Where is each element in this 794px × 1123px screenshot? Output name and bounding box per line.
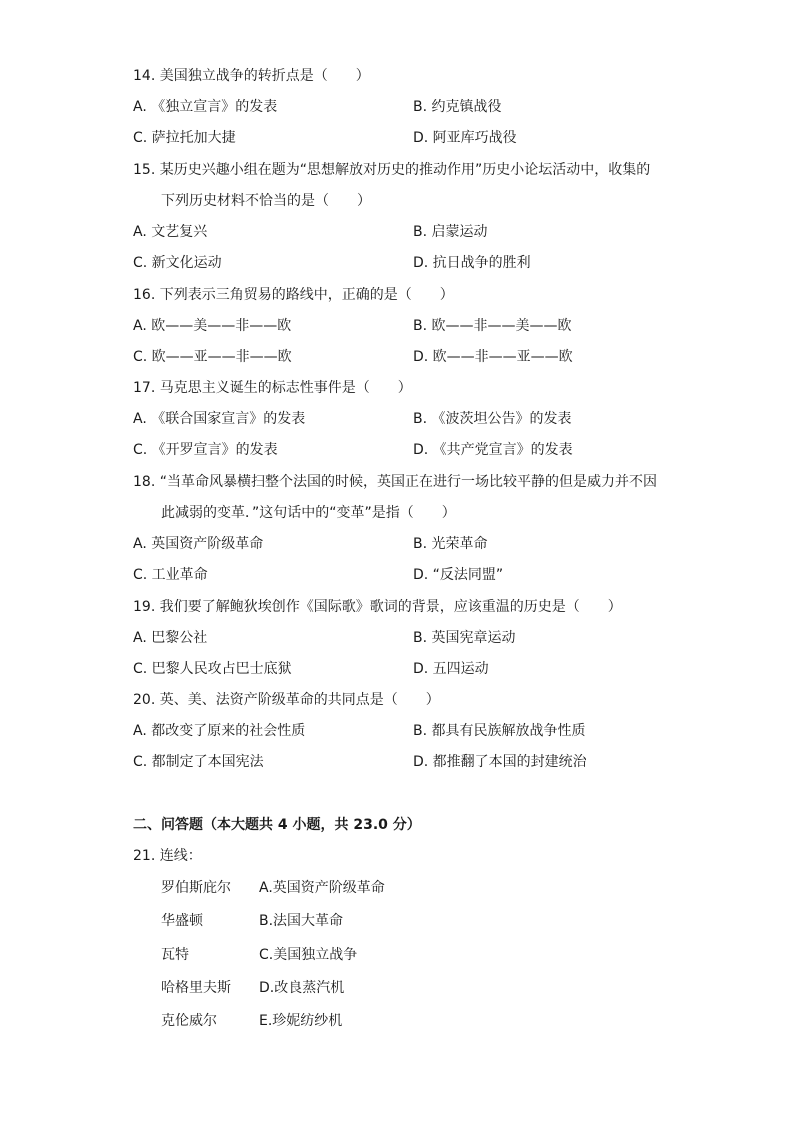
question-14-option-c: C. 萨拉托加大捷 bbox=[133, 130, 236, 146]
match-right-item: B.法国大革命 bbox=[259, 913, 344, 929]
question-20-option-a: A. 都改变了原来的社会性质 bbox=[133, 723, 306, 739]
question-18-option-b: B. 光荣革命 bbox=[413, 536, 488, 552]
question-18-stem: 18. “当革命风暴横扫整个法国的时候，英国正在进行一场比较平静的但是威力并不因 bbox=[133, 474, 657, 490]
match-left-item: 克伦威尔 bbox=[161, 1013, 217, 1029]
question-15-option-b: B. 启蒙运动 bbox=[413, 224, 488, 240]
question-18-option-d: D. “反法同盟” bbox=[413, 567, 504, 583]
question-19-stem: 19. 我们要了解鲍狄埃创作《国际歌》歌词的背景，应该重温的历史是（ ） bbox=[133, 599, 622, 615]
match-right-item: C.美国独立战争 bbox=[259, 947, 358, 963]
match-left-item: 罗伯斯庇尔 bbox=[161, 880, 231, 896]
match-right-item: E.珍妮纺纱机 bbox=[259, 1013, 343, 1029]
question-19-option-a: A. 巴黎公社 bbox=[133, 630, 208, 646]
question-19-option-d: D. 五四运动 bbox=[413, 661, 489, 677]
question-19-option-c: C. 巴黎人民攻占巴士底狱 bbox=[133, 661, 292, 677]
question-18-stem-cont: 此减弱的变革．”这句话中的“变革”是指（ ） bbox=[161, 505, 456, 521]
match-right-item: D.改良蒸汽机 bbox=[259, 980, 345, 996]
question-14-option-d: D. 阿亚库巧战役 bbox=[413, 130, 517, 146]
question-14-stem: 14. 美国独立战争的转折点是（ ） bbox=[133, 68, 370, 84]
match-right-item: A.英国资产阶级革命 bbox=[259, 880, 385, 896]
question-17-option-c: C. 《开罗宣言》的发表 bbox=[133, 442, 278, 458]
question-20-stem: 20. 英、美、法资产阶级革命的共同点是（ ） bbox=[133, 692, 440, 708]
question-18-option-a: A. 英国资产阶级革命 bbox=[133, 536, 264, 552]
match-left-item: 瓦特 bbox=[161, 947, 189, 963]
question-15-option-d: D. 抗日战争的胜利 bbox=[413, 255, 531, 271]
question-19-option-b: B. 英国宪章运动 bbox=[413, 630, 516, 646]
match-left-item: 华盛顿 bbox=[161, 913, 203, 929]
question-16-option-b: B. 欧——非——美——欧 bbox=[413, 318, 572, 334]
question-17-stem: 17. 马克思主义诞生的标志性事件是（ ） bbox=[133, 380, 412, 396]
question-20-option-c: C. 都制定了本国宪法 bbox=[133, 754, 264, 770]
question-14-option-a: A. 《独立宣言》的发表 bbox=[133, 99, 278, 115]
question-17-option-d: D. 《共产党宣言》的发表 bbox=[413, 442, 573, 458]
match-left-item: 哈格里夫斯 bbox=[161, 980, 231, 996]
question-16-option-d: D. 欧——非——亚——欧 bbox=[413, 349, 573, 365]
question-20-option-d: D. 都推翻了本国的封建统治 bbox=[413, 754, 587, 770]
question-21-stem: 21. 连线： bbox=[133, 848, 202, 864]
question-18-option-c: C. 工业革命 bbox=[133, 567, 208, 583]
question-15-option-a: A. 文艺复兴 bbox=[133, 224, 208, 240]
question-16-option-a: A. 欧——美——非——欧 bbox=[133, 318, 292, 334]
question-16-option-c: C. 欧——亚——非——欧 bbox=[133, 349, 292, 365]
question-17-option-b: B. 《波茨坦公告》的发表 bbox=[413, 411, 572, 427]
question-17-option-a: A. 《联合国家宣言》的发表 bbox=[133, 411, 306, 427]
question-15-stem: 15. 某历史兴趣小组在题为“思想解放对历史的推动作用”历史小论坛活动中，收集的 bbox=[133, 162, 651, 178]
question-20-option-b: B. 都具有民族解放战争性质 bbox=[413, 723, 586, 739]
question-15-option-c: C. 新文化运动 bbox=[133, 255, 222, 271]
question-15-stem-cont: 下列历史材料不恰当的是（ ） bbox=[161, 193, 371, 209]
question-16-stem: 16. 下列表示三角贸易的路线中，正确的是（ ） bbox=[133, 287, 454, 303]
question-14-option-b: B. 约克镇战役 bbox=[413, 99, 502, 115]
section-2-title: 二、问答题（本大题共 4 小题，共 23.0 分） bbox=[133, 817, 421, 833]
